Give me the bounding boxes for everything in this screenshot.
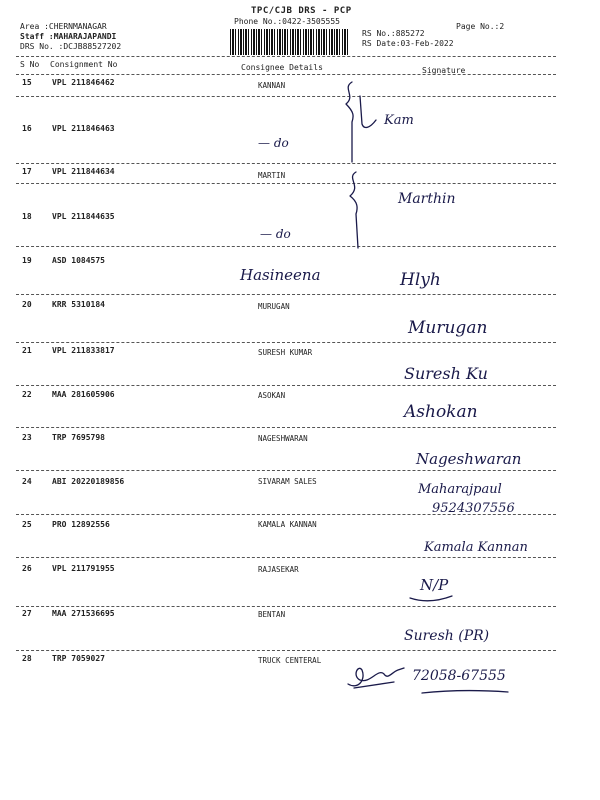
- row-divider: [16, 96, 556, 97]
- row-signature: Maharajpaul: [418, 482, 502, 497]
- row-consignee: SURESH KUMAR: [258, 348, 313, 357]
- row-divider: [16, 246, 556, 247]
- row-consignee: MARTIN: [258, 171, 286, 180]
- row-divider: [16, 470, 556, 471]
- row-consignment: VPL 211844634: [52, 167, 115, 176]
- row-sno: 22: [22, 390, 32, 399]
- row-divider: [16, 183, 556, 184]
- row-consignment: KRR 5310184: [52, 300, 105, 309]
- row-divider: [16, 650, 556, 651]
- row-consignment: ASD 1084575: [52, 256, 105, 265]
- row-sno: 17: [22, 167, 32, 176]
- row-consignment: VPL 211844635: [52, 212, 115, 221]
- row-divider: [16, 342, 556, 343]
- row-signature: Marthin: [398, 191, 456, 207]
- row-consignee: NAGESHWARAN: [258, 434, 308, 443]
- row-consignment: ABI 20220189856: [52, 477, 125, 486]
- row-signature-phone: 9524307556: [432, 501, 515, 516]
- header-divider: [16, 56, 556, 57]
- column-consignee: Consignee Details: [241, 63, 323, 72]
- brace-ink-mark: [340, 78, 380, 168]
- row-sno: 26: [22, 564, 32, 573]
- row-sno: 27: [22, 609, 32, 618]
- row-consignee: ASOKAN: [258, 391, 286, 400]
- column-sno: S No: [20, 60, 40, 69]
- underline-ink-mark: [420, 688, 510, 696]
- row-consignment: MAA 271536695: [52, 609, 115, 618]
- rs-number: RS No.:885272: [362, 29, 425, 38]
- underline-ink-mark: [408, 594, 454, 604]
- row-signature: — do: [258, 136, 289, 150]
- row-signature: Suresh (PR): [404, 628, 490, 644]
- row-divider: [16, 557, 556, 558]
- row-divider: [16, 427, 556, 428]
- row-signature: Kamala Kannan: [424, 540, 528, 555]
- row-sno: 24: [22, 477, 32, 486]
- row-signature: Kam: [384, 113, 414, 128]
- row-consignment: MAA 281605906: [52, 390, 115, 399]
- row-consignment: VPL 211791955: [52, 564, 115, 573]
- row-consignment: VPL 211846463: [52, 124, 115, 133]
- row-divider: [16, 514, 556, 515]
- row-consignee: SIVARAM SALES: [258, 477, 317, 486]
- row-sno: 15: [22, 78, 32, 87]
- row-consignment: PRO 12892556: [52, 520, 110, 529]
- row-signature: — do: [260, 227, 291, 241]
- row-consignment: VPL 211833817: [52, 346, 115, 355]
- row-divider: [16, 385, 556, 386]
- row-sno: 18: [22, 212, 32, 221]
- rs-date: RS Date:03-Feb-2022: [362, 39, 454, 48]
- row-consignee: RAJASEKAR: [258, 565, 299, 574]
- row-signature: N/P: [420, 576, 449, 594]
- row-consignee: BENTAN: [258, 610, 286, 619]
- row-sno: 20: [22, 300, 32, 309]
- staff-label: Staff :MAHARAJAPANDI: [20, 32, 117, 41]
- row-signature: Ashokan: [404, 402, 478, 422]
- row-consignee: KAMALA KANNAN: [258, 520, 317, 529]
- row-sno: 23: [22, 433, 32, 442]
- row-signature: Suresh Ku: [404, 364, 488, 383]
- row-consignment: VPL 211846462: [52, 78, 115, 87]
- brace-ink-mark: [346, 168, 386, 248]
- row-signature: Murugan: [408, 318, 488, 338]
- column-divider: [16, 74, 556, 75]
- row-signature: Nageshwaran: [416, 450, 522, 468]
- row-signature: Hlyh: [400, 270, 441, 290]
- column-consignment: Consignment No: [50, 60, 118, 69]
- phone-number: Phone No.:0422-3505555: [234, 17, 340, 26]
- page-number: Page No.:2: [456, 22, 505, 31]
- row-divider: [16, 606, 556, 607]
- row-sno: 21: [22, 346, 32, 355]
- row-consignment: TRP 7695798: [52, 433, 105, 442]
- row-sno: 25: [22, 520, 32, 529]
- document-title: TPC/CJB DRS - PCP: [251, 6, 352, 16]
- drs-number: DRS No. :DCJB88527202: [20, 42, 122, 51]
- row-sno: 19: [22, 256, 32, 265]
- row-sno: 28: [22, 654, 32, 663]
- row-signature: 72058-67555: [412, 668, 506, 684]
- row-sno: 16: [22, 124, 32, 133]
- row-consignment: TRP 7059027: [52, 654, 105, 663]
- column-signature: Signature: [422, 66, 466, 75]
- signature-scribble: [344, 662, 408, 692]
- row-consignee-handwritten: Hasineena: [240, 266, 321, 284]
- barcode: [230, 29, 348, 55]
- row-consignee: MURUGAN: [258, 302, 290, 311]
- area-label: Area :CHERNMANAGAR: [20, 22, 107, 31]
- row-divider: [16, 294, 556, 295]
- row-consignee: KANNAN: [258, 81, 286, 90]
- row-consignee: TRUCK CENTERAL: [258, 656, 322, 665]
- row-divider: [16, 163, 556, 164]
